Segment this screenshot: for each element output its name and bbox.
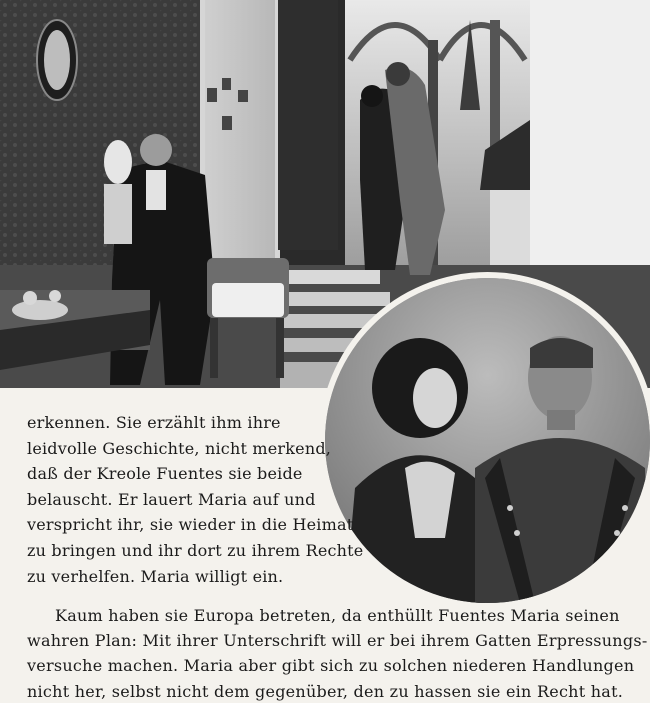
column-line: leidvolle Geschichte, nicht merkend,: [27, 438, 332, 458]
column-line: belauscht. Er lauert Maria auf und: [27, 489, 316, 509]
article-column-text: [27, 410, 362, 589]
paragraph-line: wahren Plan: Mit ihrer Unterschrift will er bei ihrem Gatten Erpressungs-: [27, 631, 648, 651]
column-line: daß der Kreole Fuentes sie beide: [27, 464, 303, 484]
column-line: erkennen. Sie erzählt ihm ihre: [27, 413, 281, 432]
article-paragraph: [27, 603, 648, 703]
column-line: verspricht ihr, sie wieder in die Heimat: [27, 515, 354, 535]
column-line: zu bringen und ihr dort zu ihrem Rechte: [27, 540, 364, 560]
paragraph-line: versuche machen. Maria aber gibt sich zu solchen niederen Handlungen: [27, 656, 635, 676]
column-line: zu verhelfen. Maria willigt ein.: [27, 566, 284, 586]
paragraph-line: nicht her, selbst nicht dem gegenüber, den zu hassen sie ein Recht hat.: [27, 681, 624, 701]
paragraph-line: Kaum haben sie Europa betreten, da enthüllt Fuentes Maria seinen: [55, 606, 620, 625]
inset-photo-portrait: [325, 278, 650, 603]
